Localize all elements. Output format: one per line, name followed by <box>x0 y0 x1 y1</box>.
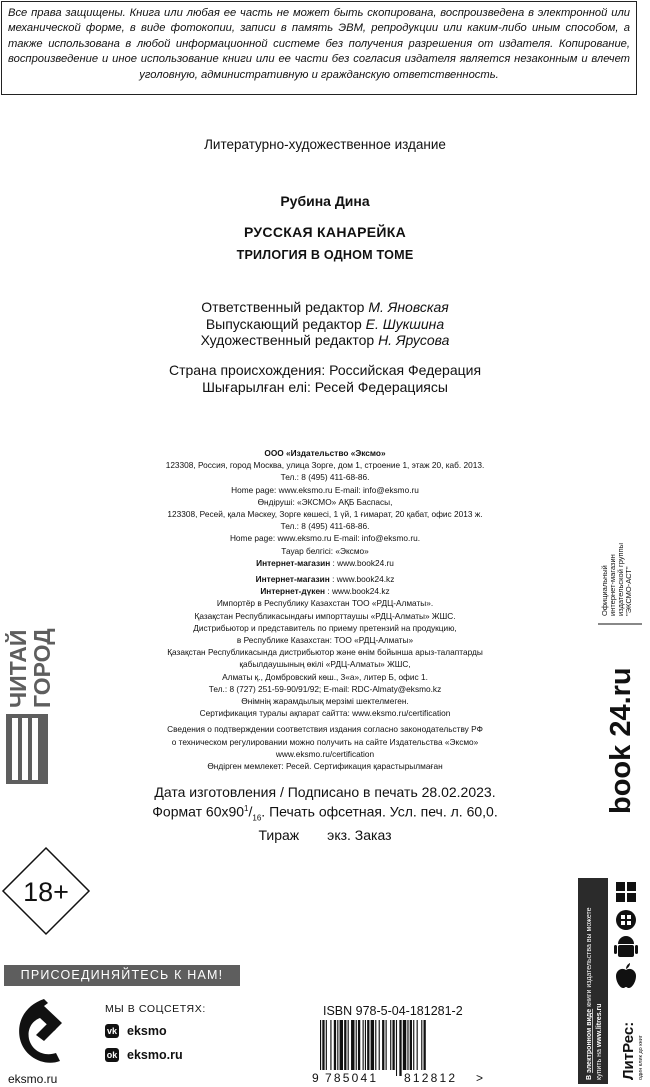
eksmo-logo <box>14 995 66 1070</box>
barcode-bar <box>344 1020 346 1076</box>
barcode-bar <box>334 1020 336 1076</box>
book-title: РУССКАЯ КАНАРЕЙКА <box>243 224 407 240</box>
barcode-bar <box>371 1020 374 1076</box>
editor-line: Художественный редактор Н. Ярусова <box>200 332 450 348</box>
shop-kz2: Интернет-дүкен : www.book24.kz <box>260 586 390 597</box>
shop-ru: Интернет-магазин : www.book24.ru <box>256 557 394 568</box>
apple-icon <box>616 963 636 988</box>
chitai-line2: ГОРОД <box>29 628 55 708</box>
barcode-bar <box>320 1020 321 1076</box>
edition-type: Литературно-художественное издание <box>204 137 446 152</box>
publisher-info: ООО «Издательство «Эксмо» 123308, Россия, город Москва, улица Зорге, дом 1, строение 1, этаж 20, каб. 2013. Тел.: 8 (495) 411-68-86. Home page: www.eksmo.ru E-mail: info@eksmo.ru Өндіруші: «ЭКСМО» АҚБ Баспасы, 123308, Ресей, қала Мәскеу, Зорге көшесі, 1 үй, 1 ғимарат, 20 қабат, офис 2013 ж. Тел.: 8 (495) 411-68-86. Home page: www.eksmo.ru E-mail: info@eksmo.ru. Тауар белгісі: «Эксмо» Интернет-магазин : www.book24.ru Интернет-магазин : www.book24.kz Интернет-дүкен : www.book24.kz Импортёр в Республику Казахстан ТОО «РДЦ-Алматы». Қазақстан Республикасындағы импорттаушы «РДЦ-Алматы» ЖШС. Дистрибьютор и представитель по приему претензий на продукцию, в Республике Казахстан: ТОО «РДЦ-Алматы» Қазақстан Республикасында дистрибьютор және өнім бойынша арыз-талаптарды қабылдаушының өкілі «РДЦ-Алматы» ЖШС, Алматы қ., Домбровский көш., 3«а», литер Б, офис 1. Тел.: 8 (727) 251-59-90/91/92; E-mail: RDC-Almaty@eksmo.kz Өнімнің жарамдылық мерзімі шектелмеген. Сертификация туралы ақпарат сайтта: www.eksmo.ru/certification Сведения о подтверждении соответствия издания согласно законодательству РФ о техническом регулировании можно получить на сайте Издательства «Эксмо» www.eksmo.ru/certification Өндірген мемлекет: Ресей. Сертификация қарастырылмаған <box>100 447 550 772</box>
barcode-bar <box>413 1020 414 1076</box>
author: Рубина Дина <box>280 193 370 209</box>
print-info: Дата изготовления / Подписано в печать 28.02.2023. Формат $60x90^1/_{16}$. Печать офсетная. Усл. печ. л. 60,0. Тираж экз. Заказ <box>152 784 498 843</box>
barcode-bar <box>340 1020 343 1076</box>
barcode-bar <box>424 1020 426 1076</box>
age-rating-badge <box>0 845 92 937</box>
eksmo-site[interactable]: eksmo.ru <box>8 1072 58 1086</box>
book24-text: book 24.ru <box>605 667 637 814</box>
barcode-bar <box>326 1020 327 1076</box>
barcode-bar <box>358 1020 360 1076</box>
barcode-first-digit: 9 <box>312 1071 319 1085</box>
barcode-bar <box>351 1020 354 1076</box>
social-heading: МЫ В СОЦСЕТЯХ: <box>105 1003 206 1015</box>
barcode-bar <box>322 1020 324 1076</box>
editor-line: Ответственный редактор М. Яновская <box>201 299 449 315</box>
barcode-group1: 785041 <box>325 1071 379 1085</box>
book24-logo <box>596 542 644 820</box>
social-ok[interactable]: ok eksmo.ru <box>106 1048 183 1062</box>
barcode-bar <box>337 1020 338 1076</box>
barcode-bar <box>410 1020 412 1076</box>
shop-kz: Интернет-магазин : www.book24.kz <box>255 574 395 585</box>
litres-logo: ЛитРес: <box>620 1021 637 1080</box>
svg-text:купить на www.litres.ru: купить на www.litres.ru <box>596 1003 603 1080</box>
svg-text:18+: 18+ <box>23 877 69 907</box>
windows-icon <box>616 882 636 902</box>
barcode-bar <box>390 1020 391 1076</box>
join-us-banner: ПРИСОЕДИНЯЙТЕСЬ К НАМ! <box>4 965 240 986</box>
chitai-gorod-logo <box>4 596 55 786</box>
barcode-bar <box>392 1020 394 1076</box>
country-of-origin: Страна происхождения: Российская Федерация Шығарылған елі: Ресей Федерациясы <box>168 362 482 395</box>
book-subtitle: ТРИЛОГИЯ В ОДНОМ ТОМЕ <box>236 248 414 262</box>
svg-text:В электронном виде книги издат: В электронном виде книги издательства вы можете <box>586 907 593 1080</box>
barcode-bar <box>363 1020 364 1076</box>
ok-icon: ok <box>106 1050 118 1060</box>
barcode-bar <box>356 1020 357 1076</box>
barcode-bar <box>367 1020 369 1076</box>
editors-list <box>0 299 650 349</box>
editor-line: Выпускающий редактор Е. Шукшина <box>205 315 445 332</box>
social-vk[interactable]: vk eksmo <box>106 1024 167 1038</box>
svg-text:"ЭКСМО-АСТ": "ЭКСМО-АСТ" <box>624 566 633 616</box>
svg-text:издательской группы: издательской группы <box>616 542 625 616</box>
isbn: ISBN 978-5-04-181281-2 <box>323 1004 463 1018</box>
copyright-notice: Все права защищены. Книга или любая ее часть не может быть скопирована, воспроизведена в электронной или механической форме, в виде фотокопии, записи в память ЭВМ, репродукции или каким-либо иным способом, а также использована в любой информационной системе без получения разрешения от издателя. Копирование, воспроизведение и иное использование книги или ее части без согласия издателя является незаконным и влечет уголовную, административную и гражданскую ответственность. <box>1 1 637 95</box>
barcode-bar <box>348 1020 349 1076</box>
android-icon <box>614 936 638 957</box>
barcode-bar <box>382 1020 384 1076</box>
chitai-line1: ЧИТАЙ <box>5 629 31 708</box>
barcode-bar <box>330 1020 331 1076</box>
barcode-bar <box>403 1020 406 1076</box>
svg-text:один клик до книг: один клик до книг <box>638 1035 644 1080</box>
barcode-bar <box>365 1020 366 1076</box>
barcode-bar <box>396 1020 397 1076</box>
barcode-bar <box>417 1020 418 1076</box>
barcode-bar <box>399 1020 401 1076</box>
barcode-group2: 812812 <box>404 1071 458 1085</box>
barcode-bar <box>421 1020 422 1076</box>
windows-phone-icon <box>616 910 636 930</box>
barcode-bar <box>375 1020 376 1076</box>
barcode-end: > <box>476 1071 484 1085</box>
barcode <box>310 1020 486 1084</box>
vk-icon: vk <box>106 1026 117 1036</box>
barcode-bar <box>386 1020 387 1076</box>
barcode-bar <box>379 1020 380 1076</box>
litres-block <box>578 878 646 1084</box>
barcode-bar <box>407 1020 408 1076</box>
svg-text:Официальный: Официальный <box>600 565 609 616</box>
svg-text:интернет-магазин: интернет-магазин <box>608 554 617 616</box>
